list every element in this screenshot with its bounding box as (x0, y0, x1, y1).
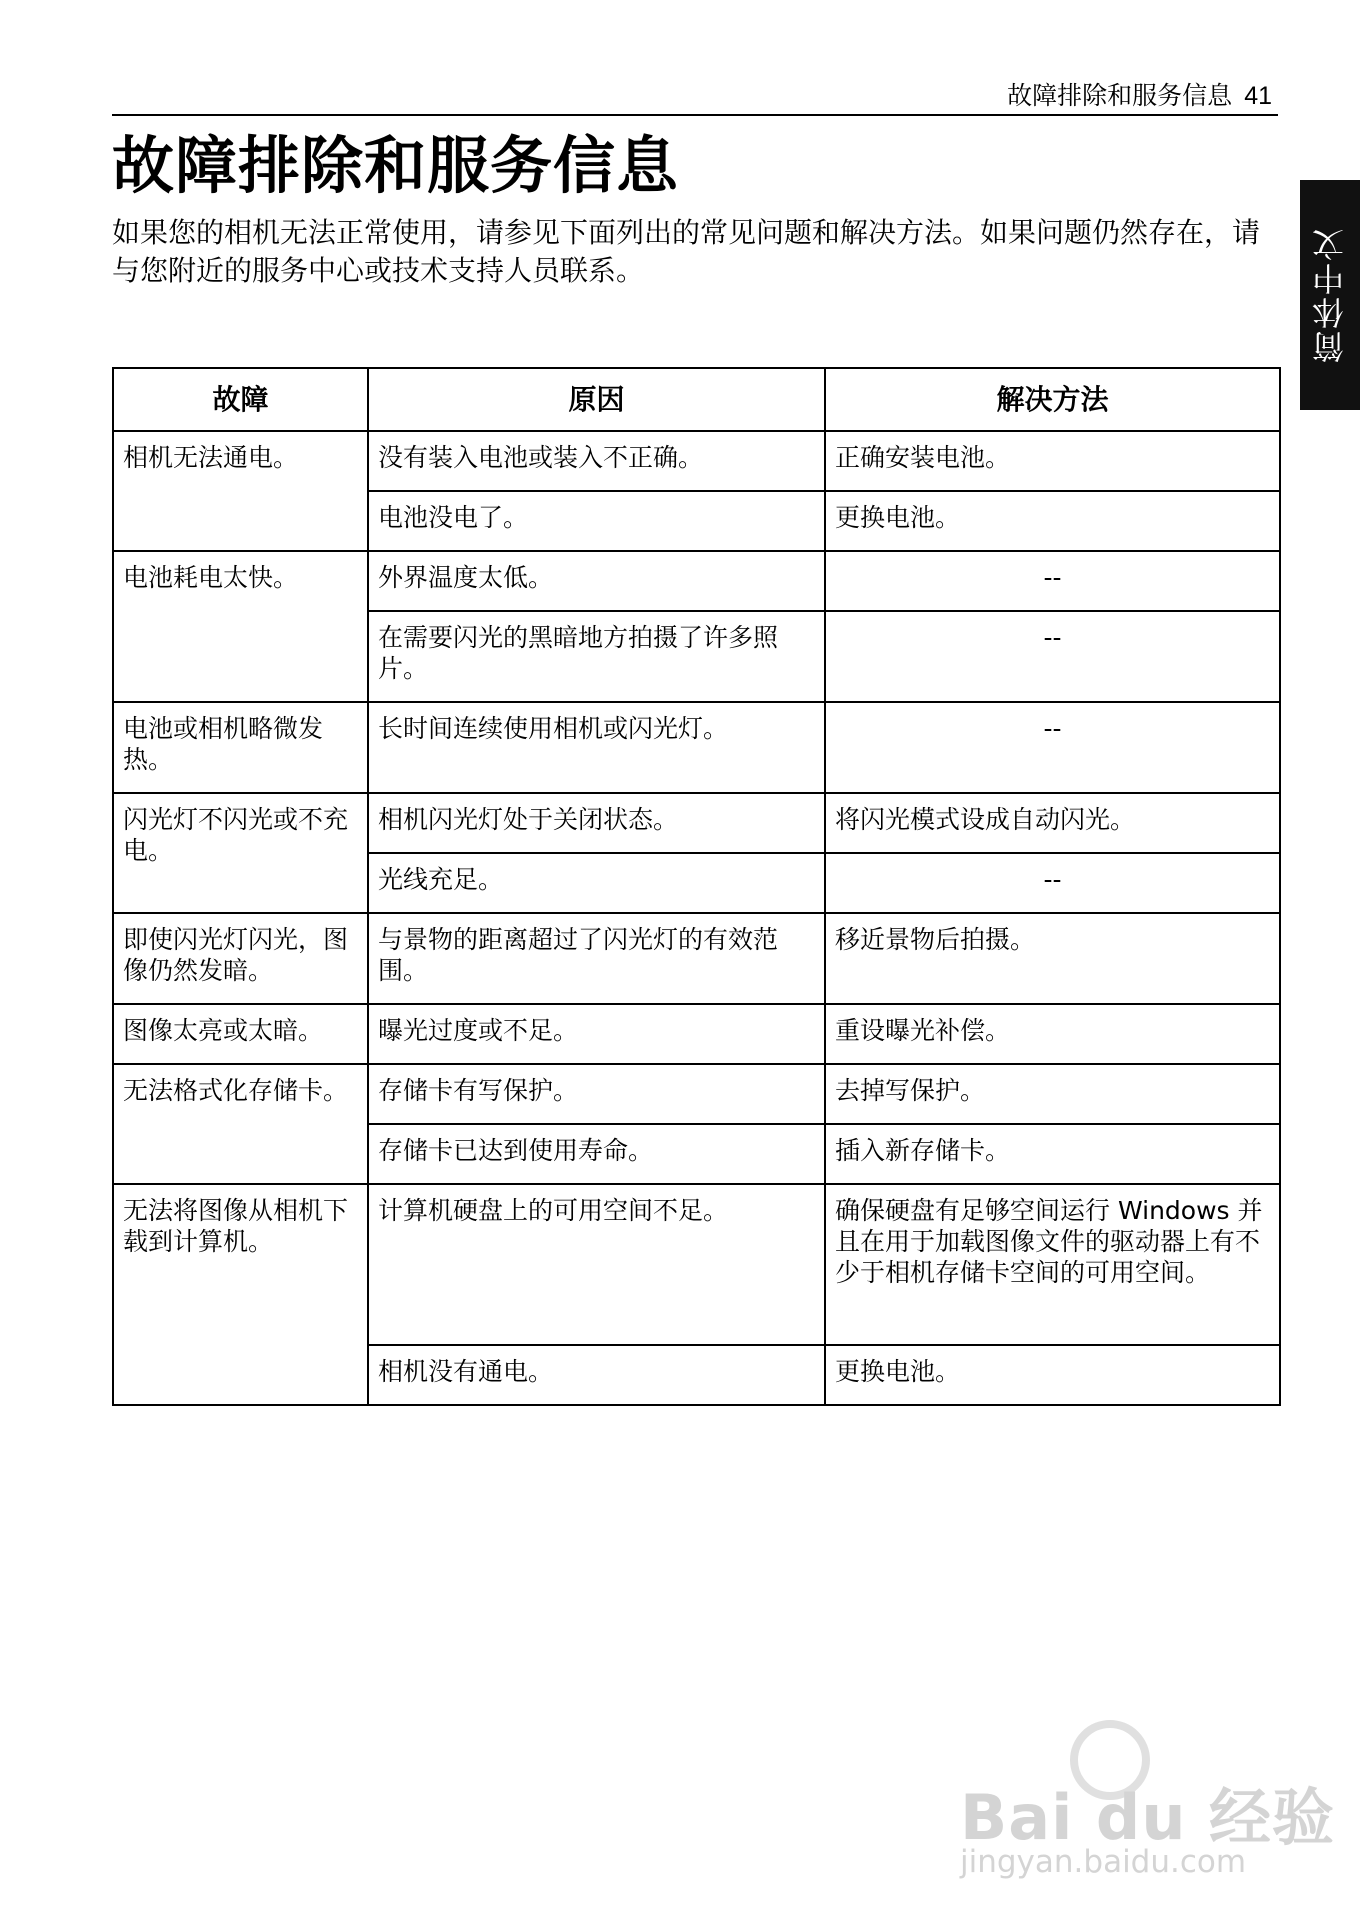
language-side-tab (1300, 180, 1360, 410)
column-header-cause: 原因 (368, 368, 825, 431)
cause-cell: 相机没有通电。 (368, 1345, 825, 1405)
cause-cell: 在需要闪光的黑暗地方拍摄了许多照片。 (368, 611, 825, 702)
solution-cell: -- (825, 551, 1280, 611)
column-header-problem: 故障 (113, 368, 368, 431)
solution-cell: 移近景物后拍摄。 (825, 913, 1280, 1004)
problem-cell: 无法格式化存储卡。 (113, 1064, 368, 1184)
problem-cell: 电池或相机略微发热。 (113, 702, 368, 793)
table-row (113, 1064, 1280, 1124)
solution-cell: 将闪光模式设成自动闪光。 (825, 793, 1280, 853)
problem-cell: 闪光灯不闪光或不充电。 (113, 793, 368, 913)
solution-cell: 插入新存储卡。 (825, 1124, 1280, 1184)
cause-cell: 与景物的距离超过了闪光灯的有效范围。 (368, 913, 825, 1004)
solution-cell: 去掉写保护。 (825, 1064, 1280, 1124)
cause-cell: 光线充足。 (368, 853, 825, 913)
solution-cell: 确保硬盘有足够空间运行 Windows 并且在用于加载图像文件的驱动器上有不少于相机存储卡空间的可用空间。 (825, 1184, 1280, 1345)
cause-cell: 没有装入电池或装入不正确。 (368, 431, 825, 491)
column-header-solution: 解决方法 (825, 368, 1280, 431)
baidu-watermark (960, 1720, 1336, 1880)
watermark-url: jingyan.baidu.com (960, 1844, 1247, 1880)
table-row (113, 431, 1280, 491)
problem-cell: 电池耗电太快。 (113, 551, 368, 702)
solution-cell: 更换电池。 (825, 1345, 1280, 1405)
table-row (113, 1004, 1280, 1064)
watermark-brand: Bai du 经验 (960, 1781, 1336, 1854)
page-title: 故障排除和服务信息 (112, 129, 680, 202)
problem-cell: 图像太亮或太暗。 (113, 1004, 368, 1064)
cause-cell: 相机闪光灯处于关闭状态。 (368, 793, 825, 853)
solution-cell: -- (825, 702, 1280, 793)
running-header-text (1007, 76, 1272, 112)
running-header-title: 故障排除和服务信息 (1007, 81, 1233, 110)
cause-cell: 长时间连续使用相机或闪光灯。 (368, 702, 825, 793)
cause-cell: 计算机硬盘上的可用空间不足。 (368, 1184, 825, 1345)
solution-cell: 更换电池。 (825, 491, 1280, 551)
cause-cell: 曝光过度或不足。 (368, 1004, 825, 1064)
cause-cell: 存储卡已达到使用寿命。 (368, 1124, 825, 1184)
problem-cell: 相机无法通电。 (113, 431, 368, 551)
language-side-tab-label: 简体中文 (1311, 227, 1349, 363)
page-number: 41 (1244, 82, 1272, 110)
table-row (113, 1184, 1280, 1345)
table-row (113, 913, 1280, 1004)
intro-paragraph: 如果您的相机无法正常使用，请参见下面列出的常见问题和解决方法。如果问题仍然存在，请与您附近的服务中心或技术支持人员联系。 (112, 216, 1261, 287)
troubleshooting-table (112, 367, 1281, 1406)
table-row (113, 702, 1280, 793)
table-header-row (113, 368, 1280, 431)
cause-cell: 电池没电了。 (368, 491, 825, 551)
problem-cell: 无法将图像从相机下载到计算机。 (113, 1184, 368, 1405)
cause-cell: 外界温度太低。 (368, 551, 825, 611)
table-row (113, 551, 1280, 611)
solution-cell: -- (825, 853, 1280, 913)
running-header (112, 72, 1278, 116)
solution-cell: 重设曝光补偿。 (825, 1004, 1280, 1064)
table-row (113, 793, 1280, 853)
problem-cell: 即使闪光灯闪光，图像仍然发暗。 (113, 913, 368, 1004)
cause-cell: 存储卡有写保护。 (368, 1064, 825, 1124)
solution-cell: 正确安装电池。 (825, 431, 1280, 491)
solution-cell: -- (825, 611, 1280, 702)
